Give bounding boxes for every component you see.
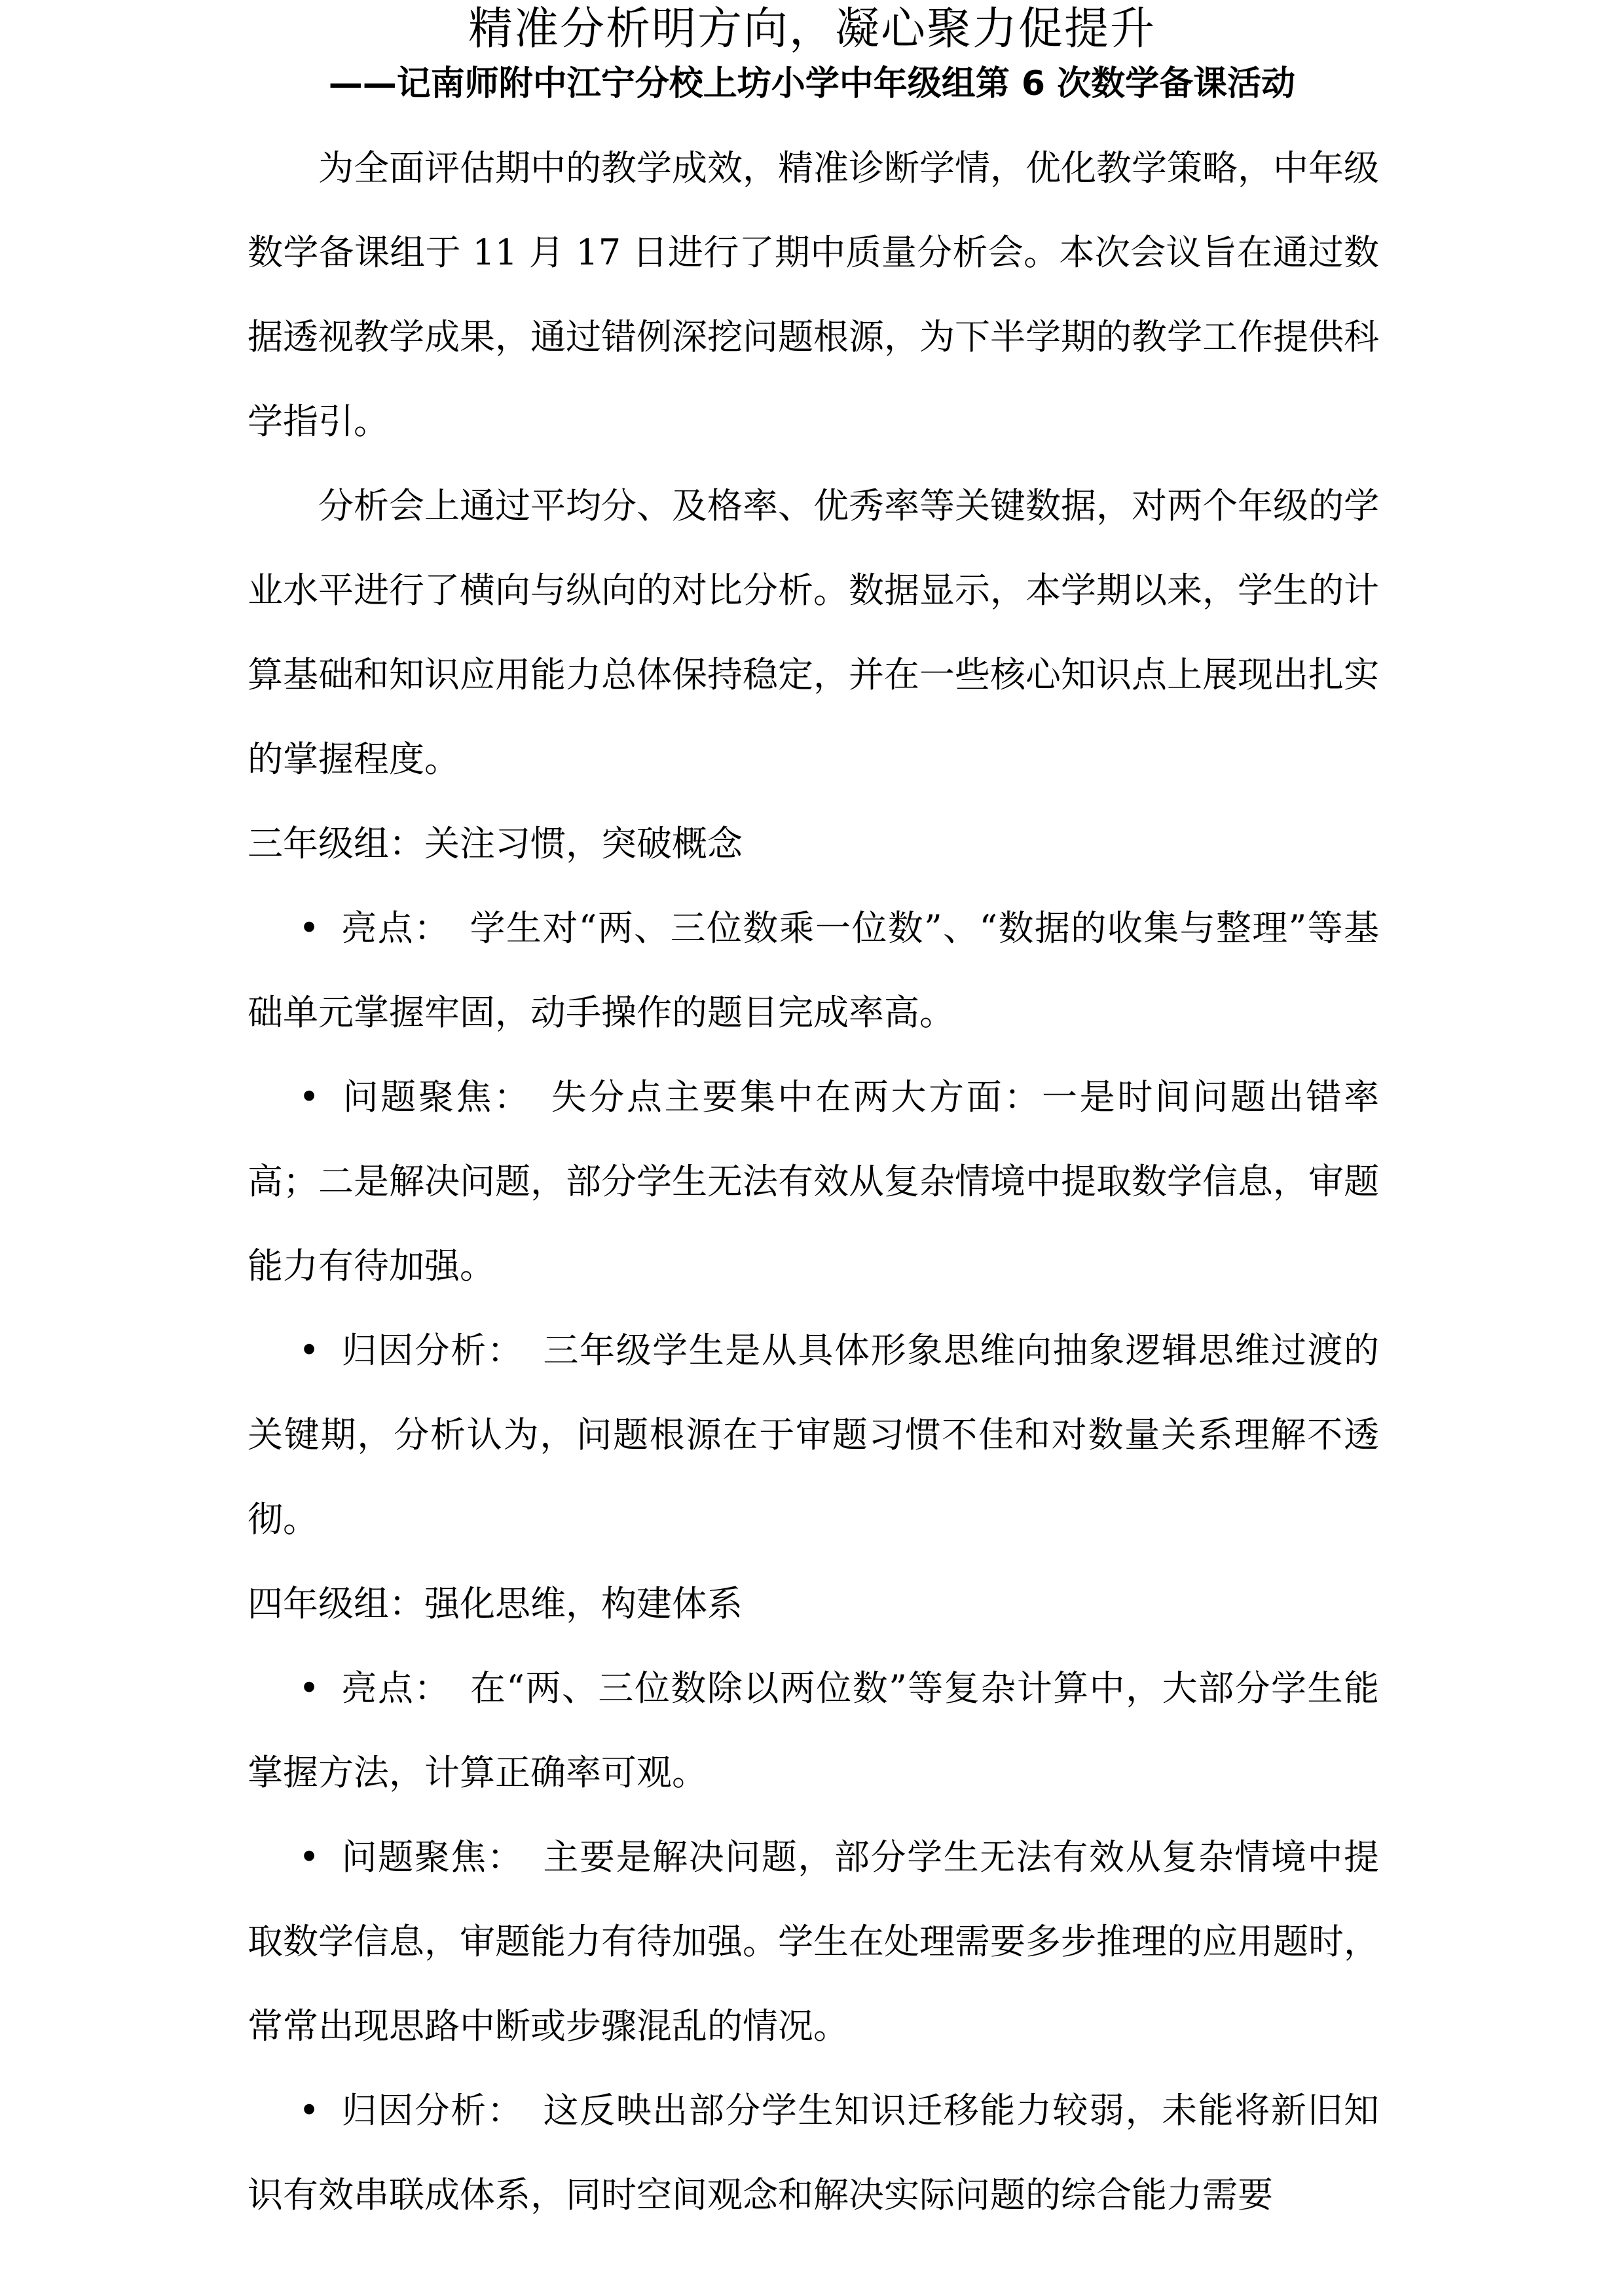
bullet-label: 归因分析： [341, 2090, 524, 2131]
bullet-text: 这反映出部分学生知识迁移能力较弱，未能将新旧知识有效串联成体系，同时空间观念和解决实际问题的综合能力需要 [248, 2090, 1380, 2215]
bullet-item [248, 2068, 1379, 2237]
bullet-text: 失分点主要集中在两大方面：一是时间问题出错率高；二是解决问题，部分学生无法有效从复杂情境中提取数学信息，审题能力有待加强。 [248, 1076, 1380, 1286]
bullet-text: 在“两、三位数除以两位数”等复杂计算中，大部分学生能掌握方法，计算正确率可观。 [248, 1667, 1379, 1793]
bullet-label: 亮点： [341, 907, 451, 949]
intro-paragraph: 为全面评估期中的教学成效，精准诊断学情，优化教学策略，中年级数学备课组于 11 月 17 日进行了期中质量分析会。本次会议旨在通过数据透视教学成果，通过错例深挖问题根源，为下半学期的教学工作提供科学指引。 [248, 147, 1379, 442]
document-subtitle: ——记南师附中江宁分校上坊小学中年级组第 6 次数学备课活动 [328, 64, 1296, 103]
bullet-label: 归因分析： [341, 1330, 524, 1371]
bullet-marker: • [299, 1667, 320, 1709]
bullet-text: 学生对“两、三位数乘一位数”、“数据的收集与整理”等基础单元掌握牢固，动手操作的题目完成率高。 [248, 907, 1379, 1033]
document-body [248, 126, 1379, 2237]
bullet-marker: • [299, 1836, 320, 1878]
bullet-marker: • [299, 2090, 320, 2131]
bullet-item [248, 1815, 1379, 2068]
intro-paragraph: 分析会上通过平均分、及格率、优秀率等关键数据，对两个年级的学业水平进行了横向与纵向的对比分析。数据显示，本学期以来，学生的计算基础和知识应用能力总体保持稳定，并在一些核心知识点上展现出扎实的掌握程度。 [248, 485, 1379, 780]
bullet-text: 主要是解决问题，部分学生无法有效从复杂情境中提取数学信息，审题能力有待加强。学生在处理需要多步推理的应用题时，常常出现思路中断或步骤混乱的情况。 [248, 1836, 1380, 2047]
bullet-label: 亮点： [341, 1667, 451, 1709]
bullet-item [248, 1646, 1379, 1815]
bullet-marker: • [299, 907, 320, 949]
bullet-label: 问题聚焦： [341, 1836, 524, 1878]
section-heading-grade4: 四年级组：强化思维，构建体系 [248, 1583, 743, 1624]
bullet-label: 问题聚焦： [341, 1076, 532, 1118]
bullet-item [248, 886, 1379, 1055]
bullet-item [248, 1308, 1379, 1561]
section-heading-grade3: 三年级组：关注习惯，突破概念 [248, 823, 743, 864]
bullet-marker: • [299, 1076, 320, 1118]
document-title: 精准分析明方向，凝心聚力促提升 [468, 3, 1156, 55]
bullet-marker: • [299, 1330, 320, 1371]
bullet-item [248, 1055, 1379, 1308]
bullet-text: 三年级学生是从具体形象思维向抽象逻辑思维过渡的关键期，分析认为，问题根源在于审题习惯不佳和对数量关系理解不透彻。 [248, 1330, 1380, 1540]
